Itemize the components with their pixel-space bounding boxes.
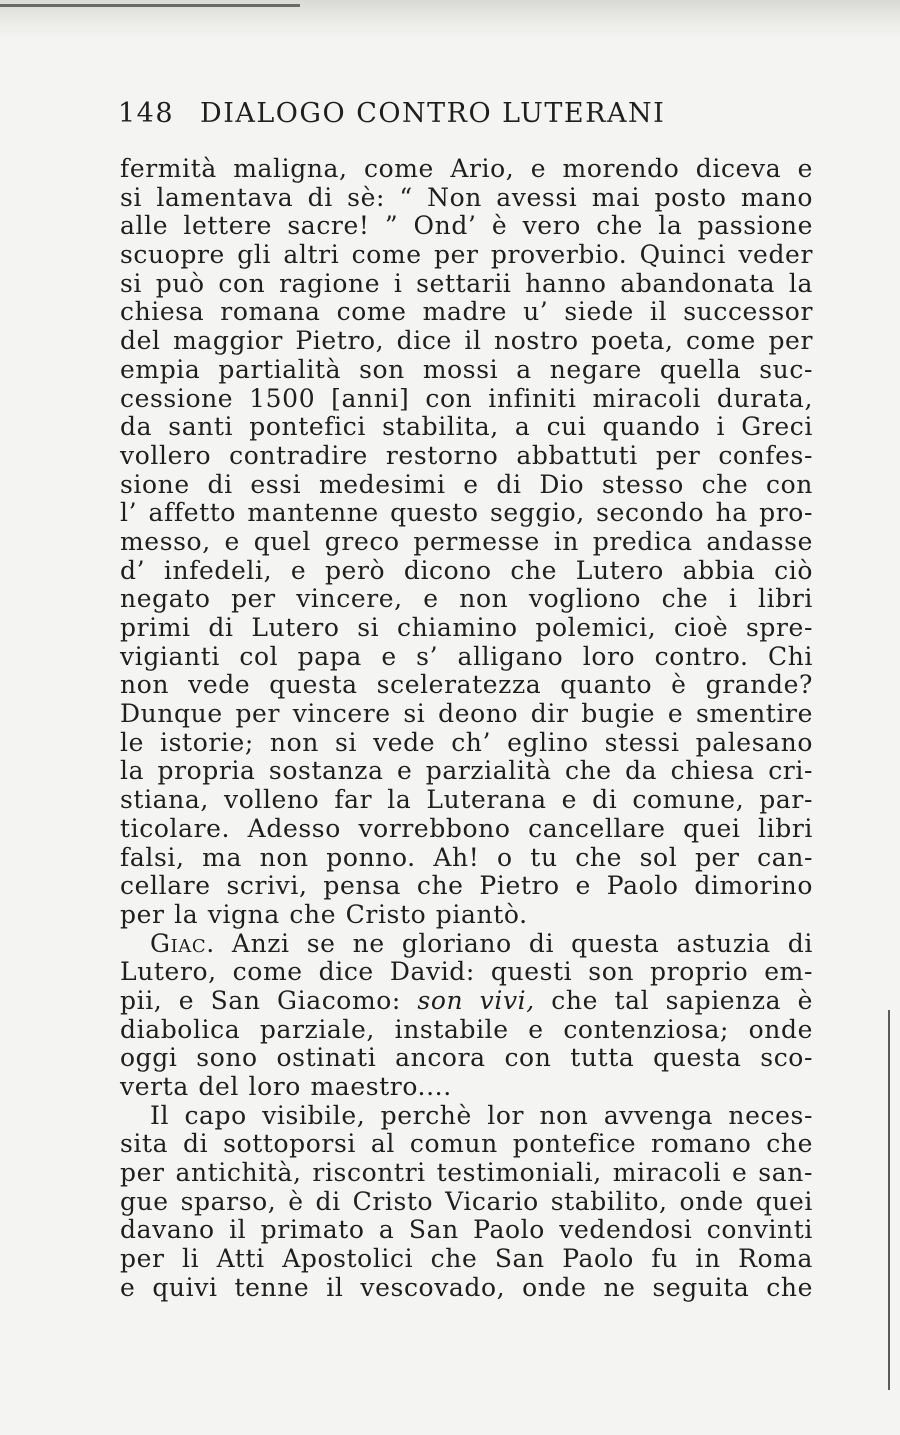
text-line: Il capo visibile, perchè lor non avvenga neces- bbox=[150, 1100, 813, 1130]
text-line: la propria sostanza e parzialità che da chiesa cri- bbox=[120, 756, 813, 786]
text-line: stiana, volleno far la Luterana e di comune, par- bbox=[120, 785, 813, 815]
text-line: davano il primato a San Paolo vedendosi convinti bbox=[120, 1215, 813, 1245]
text-line: falsi, ma non ponno. Ah! o tu che sol per can- bbox=[120, 842, 813, 872]
text-line-with-italic bbox=[120, 987, 813, 1016]
text-line: non vede questa sceleratezza quanto è grande? bbox=[120, 670, 813, 700]
text-line: oggi sono ostinati ancora con tutta questa sco- bbox=[120, 1043, 813, 1073]
text-line: scuopre gli altri come per proverbio. Quinci veder bbox=[120, 240, 813, 270]
text-line: chiesa romana come madre u’ siede il successor bbox=[120, 297, 813, 327]
text-line: gue sparso, è di Cristo Vicario stabilito, onde quei bbox=[120, 1186, 813, 1216]
text-line: fermità maligna, come Ario, e morendo diceva e bbox=[120, 154, 813, 183]
text-line: per la vigna che Cristo piantò. bbox=[120, 899, 528, 929]
text-line: da santi pontefici stabilita, a cui quando i Greci bbox=[120, 412, 813, 442]
text-line: negato per vincere, e non vogliono che i libri bbox=[120, 584, 813, 614]
speaker-text: Anzi se ne gloriano di questa astuzia di bbox=[231, 928, 814, 958]
text-line: cellare scrivi, pensa che Pietro e Paolo dimorino bbox=[120, 871, 813, 901]
speaker-name: Giac. bbox=[150, 928, 215, 958]
page-body bbox=[120, 155, 813, 1303]
text-line: l’ affetto mantenne questo seggio, secondo ha pro- bbox=[120, 498, 813, 528]
text-line: sita di sottoporsi al comun pontefice romano che bbox=[120, 1129, 813, 1159]
text-line: d’ infedeli, e però dicono che Lutero abbia ciò bbox=[120, 555, 813, 585]
text-line: ticolare. Adesso vorrebbono cancellare quei libri bbox=[120, 813, 813, 843]
running-title: DIALOGO CONTRO LUTERANI bbox=[200, 98, 666, 129]
text-line: alle lettere sacre! ” Ond’ è vero che la passione bbox=[120, 211, 813, 241]
text-line: messo, e quel greco permesse in predica andasse bbox=[120, 526, 813, 556]
text-line: del maggior Pietro, dice il nostro poeta, come per bbox=[120, 326, 813, 356]
text-line: vollero contradire restorno abbattuti per confes- bbox=[120, 440, 813, 470]
text-line: empia partialità son mossi a negare quella suc- bbox=[120, 354, 813, 384]
text-line: si può con ragione i settarii hanno abandonata la bbox=[120, 268, 813, 298]
scan-top-rule bbox=[0, 4, 300, 7]
text-segment: che tal sapienza è bbox=[551, 985, 814, 1015]
text-line: vigianti col papa e s’ alligano loro contro. Chi bbox=[120, 641, 813, 671]
page-number: 148 bbox=[118, 98, 175, 129]
running-header bbox=[118, 98, 818, 129]
text-line: cessione 1500 [anni] con infiniti miracoli durata, bbox=[120, 383, 813, 413]
text-line: primi di Lutero si chiamino polemici, cioè spre- bbox=[120, 613, 813, 642]
speaker-line bbox=[120, 930, 813, 959]
text-line: diabolica parziale, instabile e contenziosa; onde bbox=[120, 1014, 813, 1044]
scan-right-edge bbox=[888, 1010, 890, 1390]
text-line: Dunque per vincere si deono dir bugie e smentire bbox=[120, 699, 813, 729]
text-segment: pii, e San Giacomo: bbox=[120, 985, 401, 1015]
text-line: Lutero, come dice David: questi son proprio em- bbox=[120, 957, 813, 987]
text-line: sione di essi medesimi e di Dio stesso che con bbox=[120, 469, 813, 499]
text-line: le istorie; non si vede ch’ eglino stessi palesano bbox=[120, 727, 813, 757]
text-line: si lamentava di sè: “ Non avessi mai posto mano bbox=[120, 182, 813, 212]
text-line: verta del loro maestro.... bbox=[120, 1072, 452, 1101]
text-line: per li Atti Apostolici che San Paolo fu in Roma bbox=[120, 1244, 813, 1274]
text-line: per antichità, riscontri testimoniali, miracoli e san- bbox=[120, 1158, 813, 1188]
italic-quote: son vivi, bbox=[417, 985, 535, 1015]
text-line: e quivi tenne il vescovado, onde ne seguita che bbox=[120, 1272, 813, 1302]
